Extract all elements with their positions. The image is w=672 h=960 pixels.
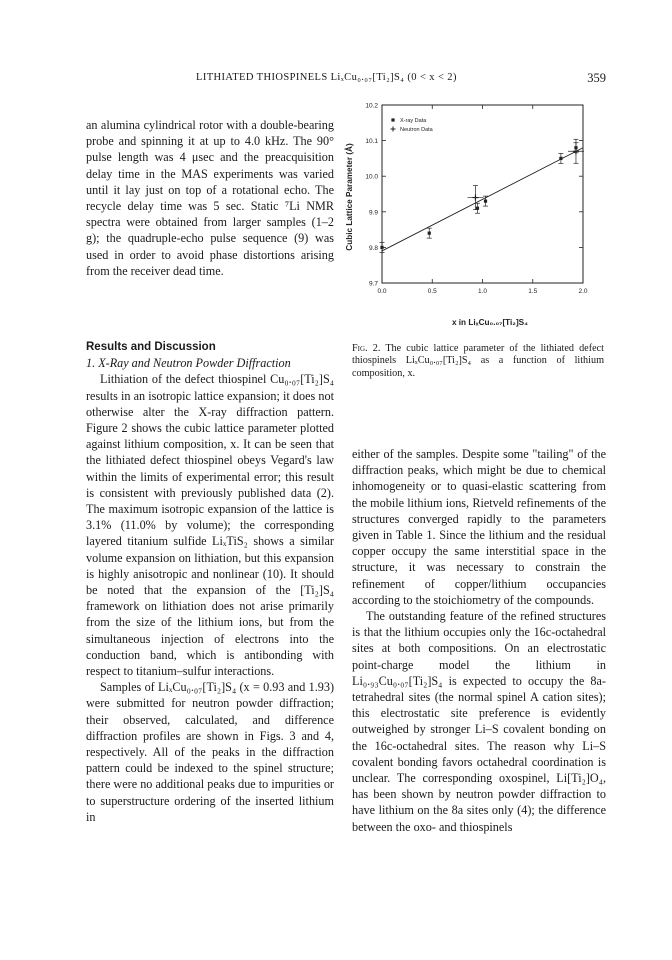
- paragraph: an alumina cylindrical rotor with a double-bearing probe and spinning it at up to 4.0 kHz. The 90° pulse length was 4 μsec and the preacquisition delay time in the MAS experiments was varied until it lay just on top of a rotational echo. The recycle delay time was 5 sec. Static ⁷Li NMR spectra were obtained from larger samples (1–2 g); the quadruple-echo pulse sequence (9) was used in order to avoid phase distortions arising from the receiver dead time.: [86, 118, 334, 278]
- x-tick-label: 0.5: [427, 288, 437, 295]
- xray-data-point: [428, 232, 431, 235]
- paragraph: either of the samples. Despite some "tailing" of the diffraction peaks, which might be due to chemical inhomogeneity or to quasi-elastic scattering from the mobile lithium ions, Rietveld refinements of the structures converged rapidly to the parameters given in Table 1. Since the lithium and the residual copper occupy the same interstitial space in the structure, it was necessary to constrain the refinement of copper/lithium occupancies according to the stoichiometry of the compounds.: [352, 447, 606, 607]
- y-tick-label: 9.8: [368, 244, 378, 252]
- paragraph: Samples of LiₓCu₀.₀₇[Ti₂]S₄ (x = 0.93 and 1.93) were submitted for neutron powder diffraction; their observed, calculated, and difference diffraction profiles are shown in Figs. 3 and 4, respectively. All of the peaks in the diffraction pattern could be indexed to the spinel structure; there were no additional peaks due to impurities or to superstructure ordering of the inserted lithium in: [86, 680, 334, 824]
- y-tick-label: 10.2: [365, 102, 378, 110]
- y-axis-label: Cubic Lattice Parameter (Å): [345, 143, 354, 251]
- section-heading: Results and Discussion: [86, 341, 216, 353]
- y-tick-label: 10.1: [365, 138, 378, 146]
- x-tick-label: 0.0: [377, 288, 387, 295]
- xray-data-point: [484, 200, 487, 203]
- y-tick-label: 9.9: [368, 209, 378, 217]
- x-tick-label: 1.5: [528, 288, 538, 295]
- figure-caption-text: The cubic lattice parameter of the lithiated defect thiospinels LiₓCu₀.₀₇[Ti₂]S₄ as a function of lithium composition, x.: [352, 343, 604, 379]
- xray-data-point: [380, 246, 383, 249]
- fit-line: [382, 148, 583, 251]
- left-column-top: [86, 117, 334, 279]
- paragraph: The outstanding feature of the refined structures is that the lithium occupies only the 16c-octahedral sites at both compositions. On an electrostatic point-charge model the lithium in Li₀.₉₃Cu₀.₀₇[Ti₂]S₄ is expected to occupy the 8a-tetrahedral sites (the normal spinel A cation sites); this electrostatic site preference is evidently outweighed by stronger Li–S covalent bonding on the 16c-octahedral sites. The reason why Li–S covalent bonding favors octahedral coordination is unclear. The corresponding oxospinel, Li[Ti₂]O₄, has been shown by neutron powder diffraction to have lithium on the 8a sites only (4); the difference between the oxo- and thiospinels: [352, 609, 606, 834]
- legend-entry: X-ray Data: [400, 118, 427, 124]
- figure-label: Fig. 2.: [352, 343, 381, 354]
- running-head: LITHIATED THIOSPINELS LiₓCu₀.₀₇[Ti₂]S₄ (0 < x < 2): [196, 72, 457, 83]
- x-tick-label: 1.0: [477, 288, 488, 295]
- paragraph: Lithiation of the defect thiospinel Cu₀.₀₇[Ti₂]S₄ results in an isotropic lattice expansion; it does not otherwise alter the X-ray diffraction pattern. Figure 2 shows the cubic lattice parameter plotted against lithium composition, x. It can be seen that the lithiated defect thiospinel obeys Vegard's law within the limits of experimental error; this result is consistent with previously published data (2). The maximum isotropic expansion of the lattice is 3.1% (11.0% by volume); the corresponding layered titanium sulfide LiₓTiS₂ shows a similar volume expansion on lithiation, but this expansion is highly anisotropic and nonlinear (10). It should be noted that the expansion of the [Ti₂]S₄ framework on lithiation does not arise primarily from the size of the lithium ions, but from the simultaneous injection of electrons into the conduction band, which is antibonding with respect to titanium–sulfur interactions.: [86, 372, 334, 679]
- x-tick-label: 2.0: [578, 288, 588, 295]
- legend-entry: Neutron Data: [400, 127, 433, 133]
- page-number: 359: [587, 71, 606, 85]
- right-column-bottom: [352, 446, 606, 835]
- y-tick-label: 9.7: [368, 280, 378, 288]
- subsection-heading: 1. X-Ray and Neutron Powder Diffraction: [86, 356, 291, 371]
- left-column-bottom: [86, 339, 334, 825]
- legend-marker-xray: [391, 118, 394, 121]
- xray-data-point: [559, 157, 562, 160]
- page-header: [86, 72, 606, 88]
- y-tick-label: 10.0: [365, 173, 378, 181]
- x-axis-label: x in LiₓCu₀.₀₇[Ti₂]S₄: [451, 318, 529, 327]
- figure-caption: [352, 343, 604, 380]
- lattice-parameter-chart: [340, 95, 610, 330]
